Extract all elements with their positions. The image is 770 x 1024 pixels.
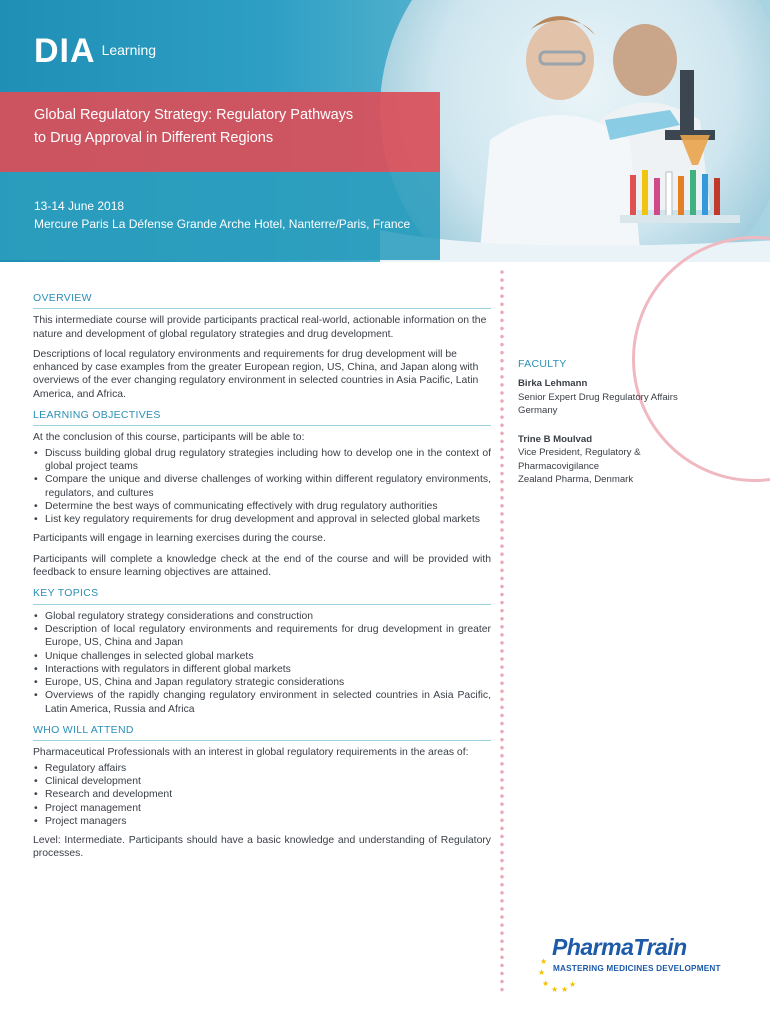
main-content: [33, 292, 491, 869]
faculty-heading: FACULTY: [518, 358, 567, 370]
list-item: • Compare the unique and diverse challenges of working within different regulatory environments, regulators, and cultures: [33, 473, 491, 500]
key-topics-section: [33, 587, 491, 716]
section-heading: LEARNING OBJECTIVES: [33, 409, 491, 426]
faculty-detail: Pharmacovigilance: [518, 460, 600, 472]
svg-text:★: ★: [561, 985, 569, 994]
svg-text:★: ★: [540, 957, 548, 966]
course-title: [34, 104, 434, 150]
header-banner: [0, 0, 770, 262]
who-will-attend-section: [33, 724, 491, 861]
section-heading: OVERVIEW: [33, 292, 491, 309]
faculty-name: Trine B Moulvad: [518, 434, 593, 446]
paragraph: Pharmaceutical Professionals with an interest in global regulatory requirements in the areas of:: [33, 747, 469, 759]
svg-text:★: ★: [551, 985, 559, 994]
list-item: • Description of local regulatory environments and requirements for drug development in greater Europe, US, China and Japan: [33, 623, 491, 650]
overview-section: [33, 292, 491, 401]
list-item: • Regulatory affairs: [33, 762, 491, 775]
faculty-detail: Senior Expert Drug Regulatory Affairs: [518, 391, 678, 403]
dia-learning-logo: [34, 34, 156, 68]
list-item: • Research and development: [33, 788, 491, 801]
paragraph: At the conclusion of this course, participants will be able to:: [33, 432, 305, 444]
paragraph: Participants will complete a knowledge check at the end of the course and will be provided with feedback to ensure learning objectives are attained.: [33, 553, 491, 579]
bullet-list: [33, 610, 491, 716]
pharmatrain-tagline: MASTERING MEDICINES DEVELOPMENT: [553, 964, 721, 973]
bullet-list: [33, 762, 491, 828]
pharmatrain-logo: [538, 934, 721, 994]
svg-text:★: ★: [569, 980, 577, 989]
dia-logo-mark: DIA: [34, 32, 96, 70]
list-item: • Determine the best ways of communicating effectively with drug regulatory authorities: [33, 500, 491, 513]
paragraph: Descriptions of local regulatory environments and requirements for drug development will be enhanced by case examples from the greater European region, US, China, and Japan along with overviews of the ever changing regulatory environment in selected countries in Asia Pacific, Latin America, and Africa.: [33, 348, 479, 400]
title-line-2: to Drug Approval in Different Regions: [34, 130, 274, 146]
list-item: • Interactions with regulators in different global markets: [33, 663, 491, 676]
list-item: • Global regulatory strategy considerations and construction: [33, 610, 491, 623]
faculty-name: Birka Lehmann: [518, 378, 588, 390]
section-heading: WHO WILL ATTEND: [33, 724, 491, 741]
event-venue: Mercure Paris La Défense Grande Arche Hotel, Nanterre/Paris, France: [34, 217, 411, 231]
paragraph: Participants will engage in learning exercises during the course.: [33, 533, 326, 545]
paragraph: This intermediate course will provide participants practical real-world, actionable information on the nature and development of global regulatory strategies and drug development.: [33, 315, 487, 340]
faculty-member: [518, 377, 738, 417]
paragraph: Level: Intermediate. Participants should have a basic knowledge and understanding of Regulatory processes.: [33, 835, 491, 860]
event-date: 13-14 June 2018: [34, 199, 125, 213]
faculty-sidebar: [518, 358, 738, 502]
bullet-list: [33, 447, 491, 527]
svg-text:★: ★: [538, 968, 546, 977]
list-item: • Unique challenges in selected global markets: [33, 650, 491, 663]
svg-text:★: ★: [542, 979, 550, 988]
list-item: • List key regulatory requirements for drug development and approval in selected global markets: [33, 513, 491, 526]
faculty-detail: Germany: [518, 404, 558, 416]
section-heading: KEY TOPICS: [33, 587, 491, 604]
logo-subtitle: Learning: [101, 42, 157, 58]
faculty-detail: Zealand Pharma, Denmark: [518, 474, 634, 486]
title-line-1: Global Regulatory Strategy: Regulatory Pathways: [34, 107, 354, 123]
list-item: • Europe, US, China and Japan regulatory strategic considerations: [33, 676, 491, 689]
dotted-divider: [499, 268, 505, 994]
pharmatrain-name: PharmaTrain: [552, 934, 687, 960]
list-item: • Project managers: [33, 815, 491, 828]
list-item: • Clinical development: [33, 775, 491, 788]
objectives-section: [33, 409, 491, 579]
faculty-detail: Vice President, Regulatory &: [518, 447, 641, 459]
list-item: • Discuss building global drug regulatory strategies including how to develop one in the context of global project teams: [33, 447, 491, 474]
faculty-member: [518, 433, 738, 486]
list-item: • Overviews of the rapidly changing regulatory environment in selected countries in Asia Pacific, Latin America, Russia and Africa: [33, 689, 491, 716]
list-item: • Project management: [33, 802, 491, 815]
